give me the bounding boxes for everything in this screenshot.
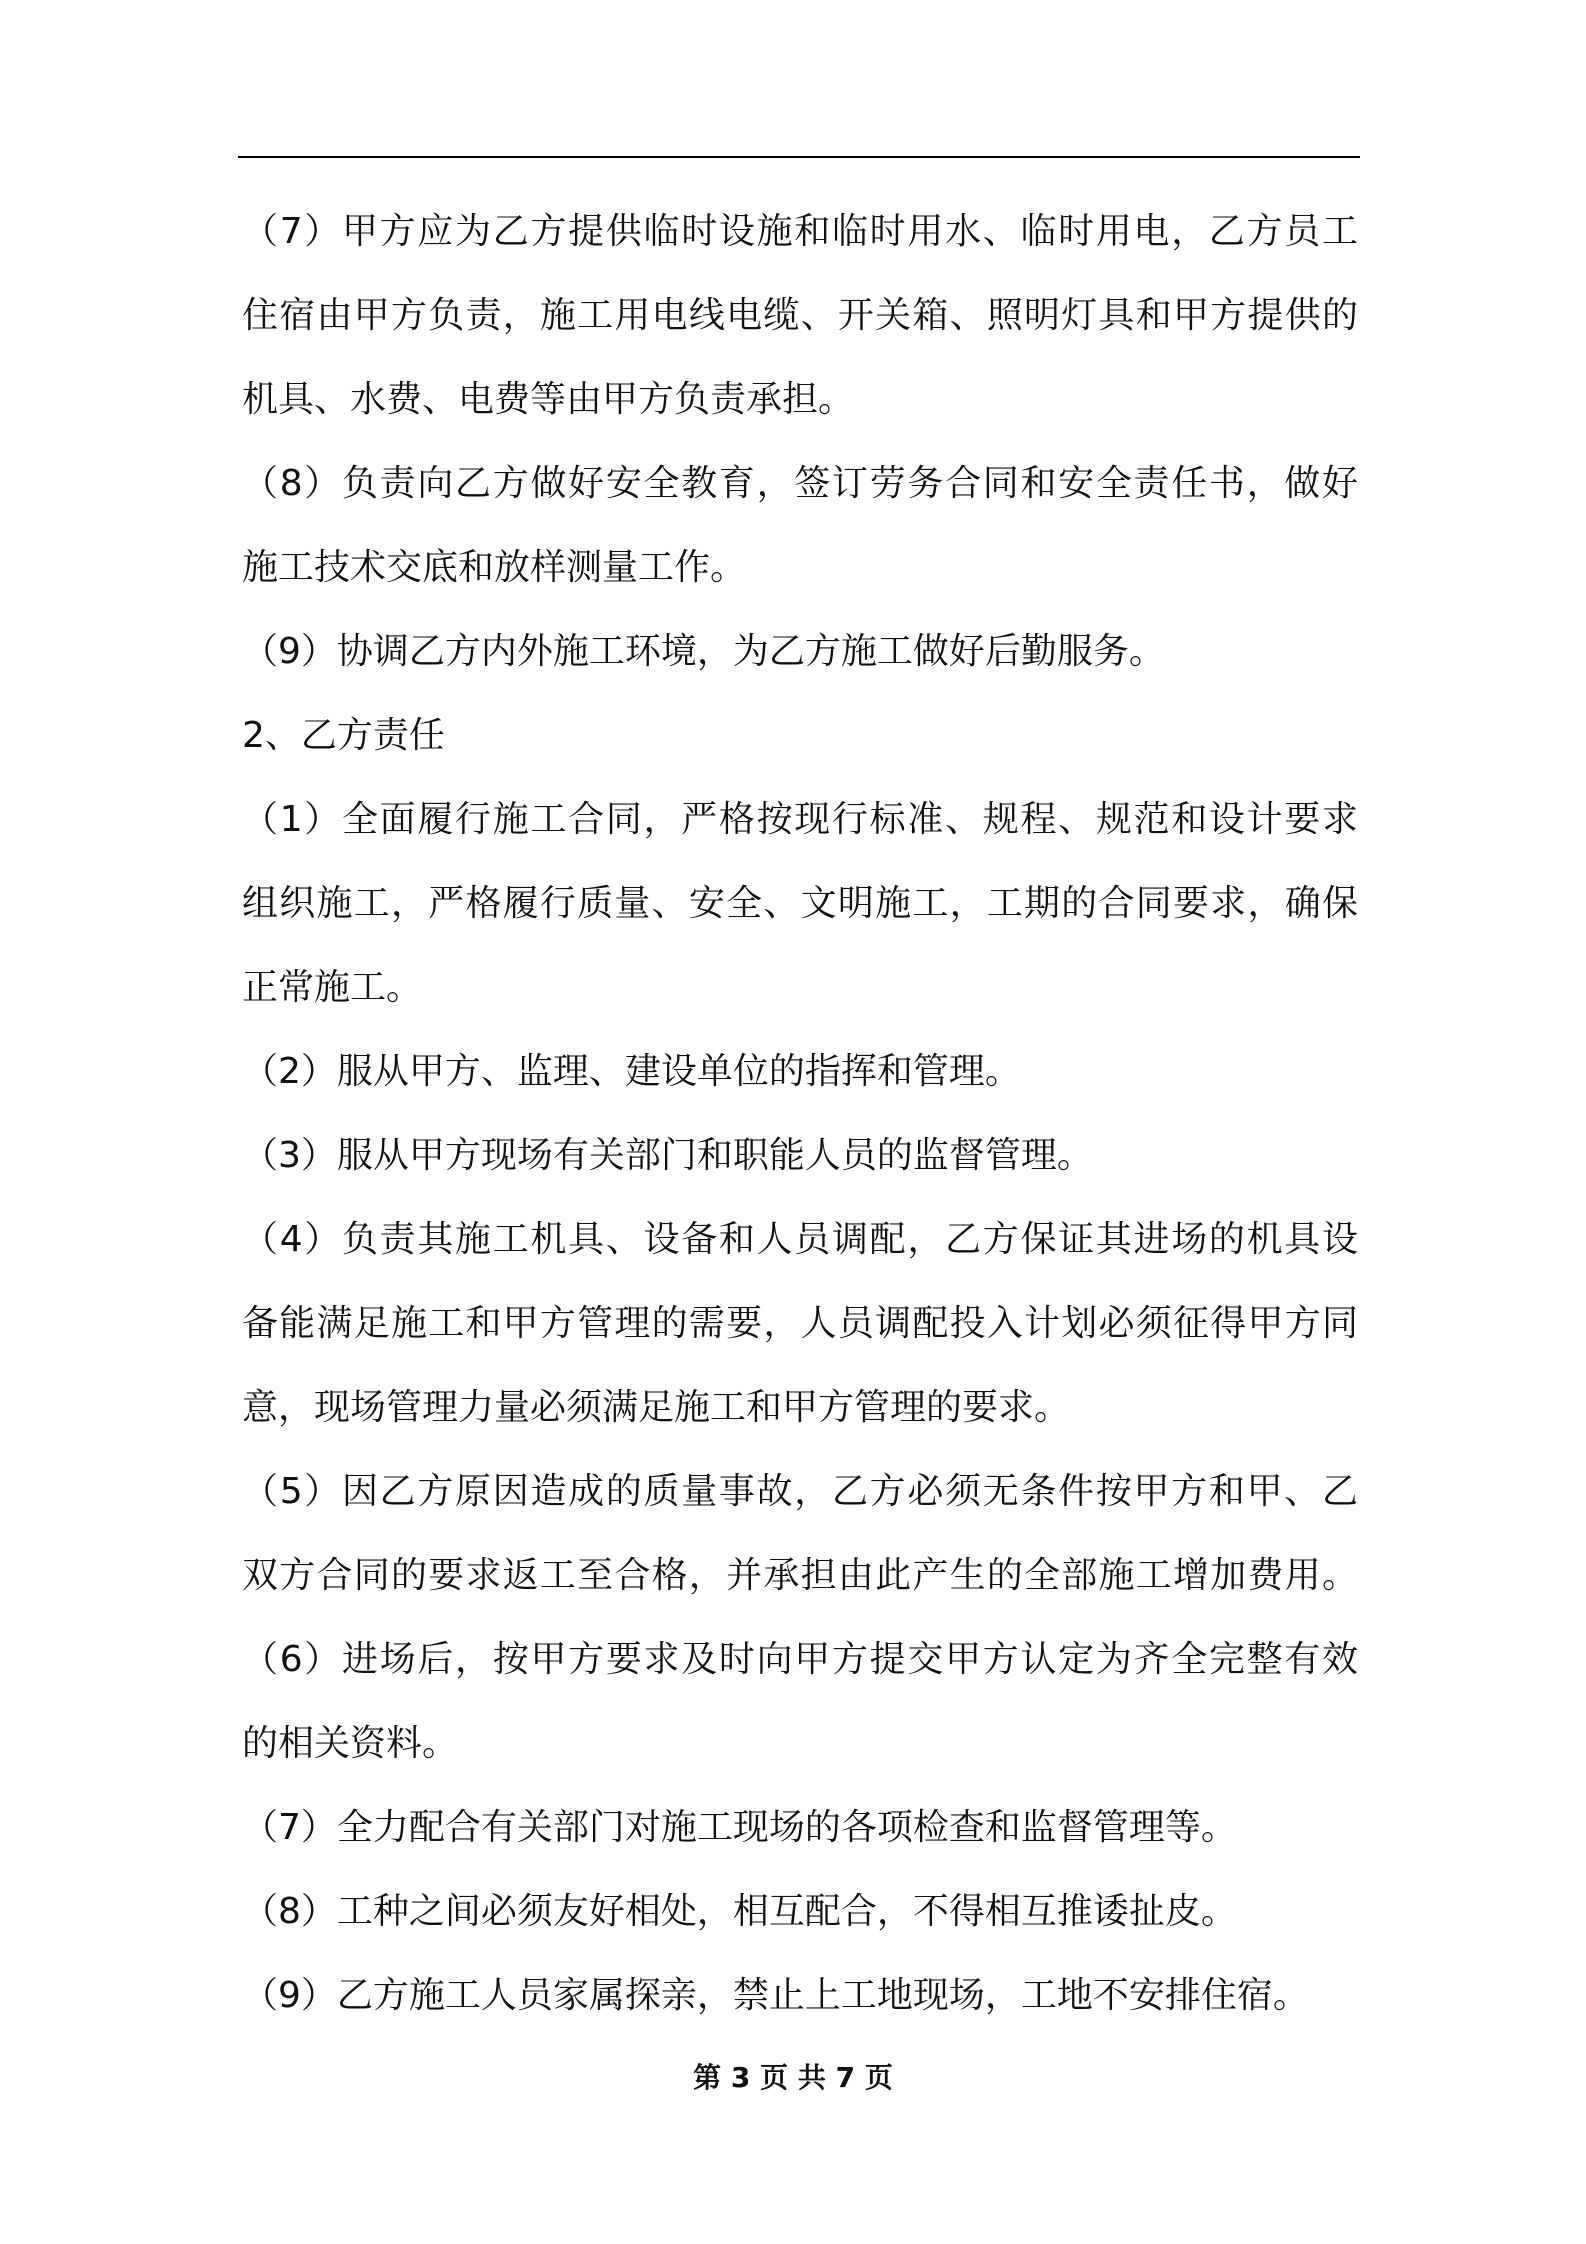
body-line: 机具、水费、电费等由甲方负责承担。	[242, 379, 855, 420]
body-line: 意，现场管理力量必须满足施工和甲方管理的要求。	[242, 1387, 1071, 1428]
body-line: 正常施工。	[242, 967, 423, 1008]
body-line: （2）服从甲方、监理、建设单位的指挥和管理。	[242, 1051, 1021, 1092]
body-line: （7）全力配合有关部门对施工现场的各项检查和监督管理等。	[242, 1807, 1237, 1848]
body-line: 双方合同的要求返工至合格，并承担由此产生的全部施工增加费用。	[242, 1555, 1358, 1596]
body-line: 组织施工，严格履行质量、安全、文明施工，工期的合同要求，确保	[242, 883, 1358, 924]
body-line: （5）因乙方原因造成的质量事故，乙方必须无条件按甲方和甲、乙	[242, 1471, 1358, 1512]
body-line: （4）负责其施工机具、设备和人员调配，乙方保证其进场的机具设	[242, 1219, 1358, 1260]
body-line: （8）负责向乙方做好安全教育，签订劳务合同和安全责任书，做好	[242, 463, 1358, 504]
page-number-footer: 第 3 页 共 7 页	[693, 2061, 893, 2094]
body-line: （8）工种之间必须友好相处，相互配合，不得相互推诿扯皮。	[242, 1891, 1237, 1932]
body-line: （9）协调乙方内外施工环境，为乙方施工做好后勤服务。	[242, 631, 1165, 672]
document-body	[242, 190, 1358, 2038]
body-line: 住宿由甲方负责，施工用电线电缆、开关箱、照明灯具和甲方提供的	[242, 295, 1358, 336]
section-heading: 2、乙方责任	[242, 715, 445, 756]
body-line: （7）甲方应为乙方提供临时设施和临时用水、临时用电，乙方员工	[242, 211, 1358, 252]
body-line: 备能满足施工和甲方管理的需要，人员调配投入计划必须征得甲方同	[242, 1303, 1358, 1344]
body-line: （1）全面履行施工合同，严格按现行标准、规程、规范和设计要求	[242, 799, 1358, 840]
header-rule	[238, 156, 1360, 158]
body-line: （3）服从甲方现场有关部门和职能人员的监督管理。	[242, 1135, 1093, 1176]
body-line: 施工技术交底和放样测量工作。	[242, 547, 747, 588]
body-line: （9）乙方施工人员家属探亲，禁止上工地现场，工地不安排住宿。	[242, 1975, 1309, 2016]
body-line: 的相关资料。	[242, 1723, 459, 1764]
body-line: （6）进场后，按甲方要求及时向甲方提交甲方认定为齐全完整有效	[242, 1639, 1358, 1680]
